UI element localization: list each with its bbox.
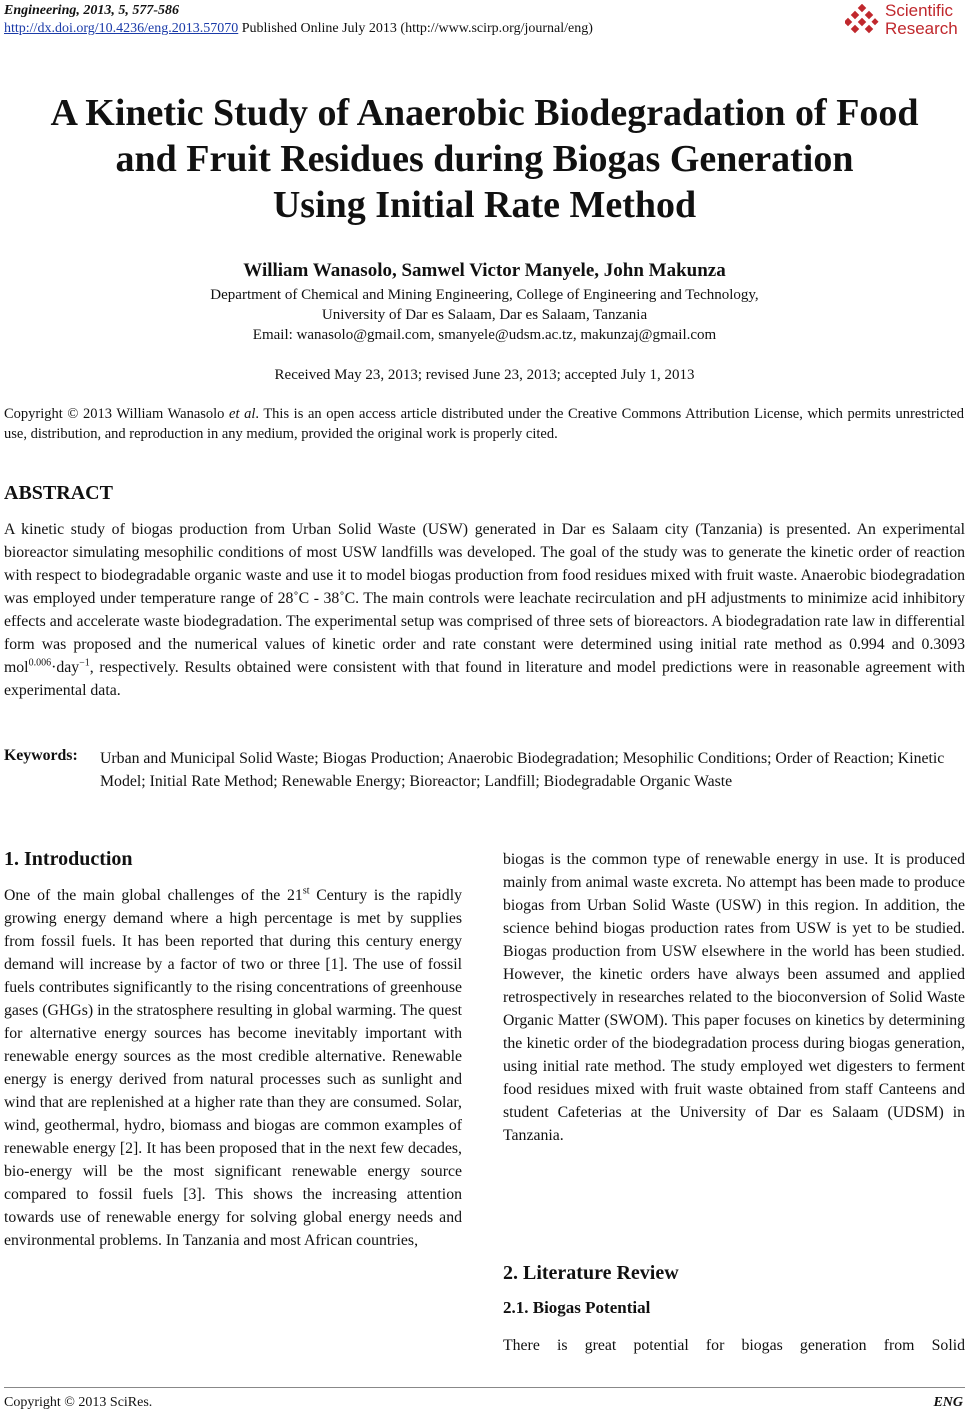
subsection-heading-biogas-potential: 2.1. Biogas Potential (503, 1298, 651, 1317)
affiliation-line: Department of Chemical and Mining Engineering, College of Engineering and Technology, (210, 287, 759, 303)
doi-link[interactable]: http://dx.doi.org/10.4236/eng.2013.57070 (4, 21, 239, 36)
title-line: Using Initial Rate Method (272, 184, 697, 226)
section-heading-introduction: 1. Introduction (4, 848, 133, 870)
publication-note: Published Online July 2013 (http://www.scirp.org/journal/eng) (238, 21, 593, 36)
abstract-text: A kinetic study of biogas production from Urban Solid Waste (USW) generated in Dar es Salaam city (Tanzania) is presented. An experimental bioreactor simulating mesophilic conditions of most USW landfills was developed. The goal of the study was to generate the kinetic order of reaction with respect to biodegradable organic waste and use it to model biogas production from food residues mixed with fruit waste. Anaerobic biodegradation was employed under temperature range of 28˚C - 38˚C. The main controls were leachate recirculation and pH adjustments to minimize acid inhibitory effects and accelerate waste biodegradation. The experimental setup was comprised of three sets of bioreactors. A biodegradation rate law in differential form was proposed and the numerical values of kinetic order and rate constant were determined using initial rate method as 0.994 and 0.3093 mol$^{0.006}$·day$^{-1}$, respectively. Results obtained were consistent with that found in literature and model predictions were in reasonable agreement with experimental data. (4, 521, 965, 699)
copyright-notice: Copyright © 2013 William Wanasolo et al. This is an open access article distributed under the Creative Commons Attribution License, which permits unrestricted use, distribution, and reproduction in any medium, provided the original work is properly cited. (4, 406, 964, 442)
footer-copyright: Copyright © 2013 SciRes. (4, 1395, 153, 1410)
keywords-label: Keywords: (4, 747, 78, 764)
biogas-potential-paragraph: There is great potential for biogas generation from Solid (503, 1337, 965, 1354)
journal-volume: , 2013, 5, 577-586 (76, 3, 180, 18)
publisher-logo-icon (845, 4, 879, 38)
journal-name: Engineering (4, 3, 77, 18)
abstract-heading: ABSTRACT (4, 482, 113, 504)
email-line: Email: wanasolo@gmail.com, smanyele@udsm.ac.tz, makunzaj@gmail.com (252, 327, 717, 343)
doi-line (4, 20, 593, 37)
introduction-paragraph-continued: biogas is the common type of renewable energy in use. It is produced mainly from animal waste excreta. No attempt has been made to produce biogas from Urban Solid Waste (USW) in this region. In addition, the science behind biogas production rates from USW is yet to be studied. Biogas production from USW elsewhere in the world has been studied. However, the kinetic orders have always been assumed and applied retrospectively in researches related to the bioconversion of Solid Waste Organic Matter (SWOM). This paper focuses on kinetics by determining the kinetic order of the biodegradation process during biogas generation, using initial rate method. The study employed wet digesters to ferment food residues mixed with fruit waste obtained from staff Canteens and student Cafeterias at the University of Dar es Salaam (UDSM) in Tanzania. (503, 851, 965, 1144)
footer-journal-abbrev: ENG (933, 1395, 963, 1410)
title-line: and Fruit Residues during Biogas Generation (115, 138, 854, 180)
publisher-logo (845, 2, 965, 40)
publisher-logo-text: Scientific Research (885, 1, 958, 38)
affiliation-line: University of Dar es Salaam, Dar es Salaam, Tanzania (321, 307, 648, 323)
footer-rule (4, 1387, 965, 1388)
authors: William Wanasolo, Samwel Victor Manyele, John Makunza (243, 260, 726, 281)
journal-citation (4, 2, 179, 19)
keywords-text: Urban and Municipal Solid Waste; Biogas Production; Anaerobic Biodegradation; Mesophilic Conditions; Order of Reaction; Kinetic Model; Initial Rate Method; Renewable Energy; Bioreactor; Landfill; Biodegradable Organic Waste (100, 750, 945, 790)
title-line: A Kinetic Study of Anaerobic Biodegradation of Food (50, 92, 919, 134)
affiliation (0, 285, 969, 345)
introduction-paragraph: One of the main global challenges of the 21st Century is the rapidly growing energy demand where a high percentage is met by supplies from fossil fuels. It has been reported that during this century energy demand will increase by a factor of two or three [1]. The use of fossil fuels contributes significantly to the rising concentrations of greenhouse gases (GHGs) in the stratosphere resulting in global warming. The quest for alternative energy sources has become inevitably important with renewable energy sources as the most credible alternative. Renewable energy is energy derived from natural processes such as sunlight and wind that are replenished at a higher rate than they are consumed. Solar, wind, geothermal, hydro, biomass and biogas are common examples of renewable energy [2]. It has been proposed that in the next few decades, bio-energy will be the most significant renewable energy source compared to fossil fuels [3]. This shows the increasing attention towards use of renewable energy for solving global energy needs and environmental problems. In Tanzania and most African countries, (4, 885, 462, 1249)
paper-title (0, 90, 969, 228)
section-heading-literature-review: 2. Literature Review (503, 1262, 679, 1284)
received-dates: Received May 23, 2013; revised June 23, 2013; accepted July 1, 2013 (274, 367, 695, 383)
